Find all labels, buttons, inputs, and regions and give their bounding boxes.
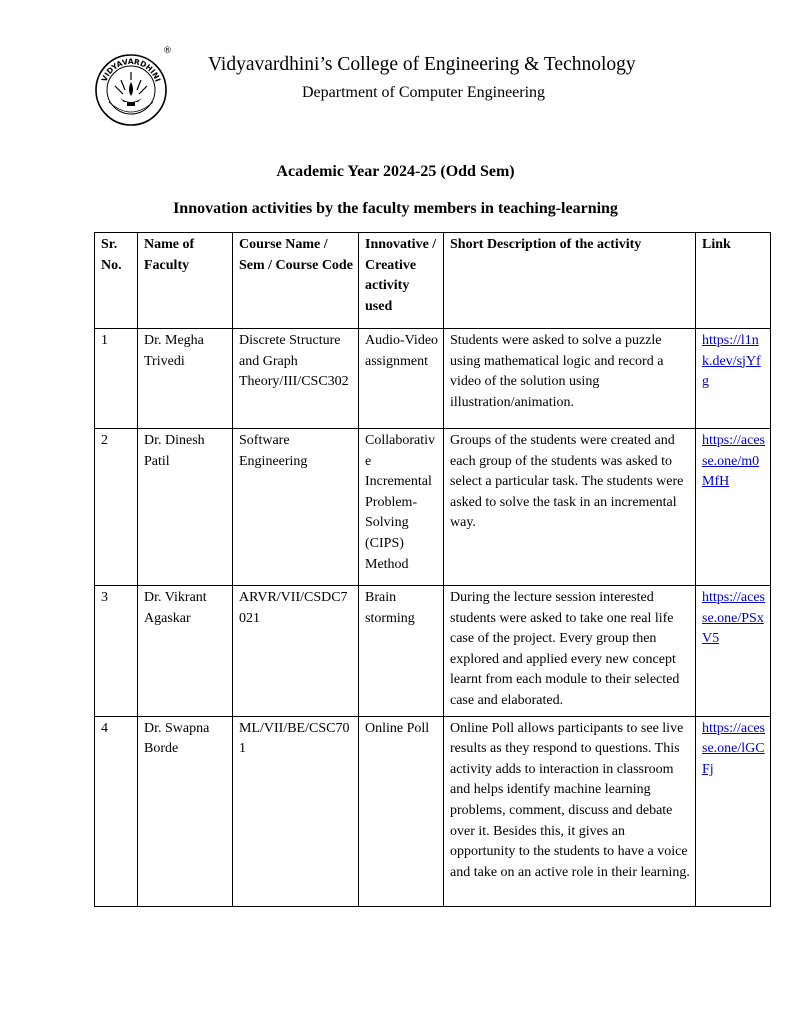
- table-header-row: [95, 233, 771, 329]
- faculty-cell: Dr. Megha Trivedi: [138, 329, 233, 429]
- department-name: Department of Computer Engineering: [302, 84, 546, 101]
- link-cell: [696, 329, 771, 429]
- college-logo: [93, 46, 172, 128]
- activity-link[interactable]: https://l1nk.dev/sjYfg: [702, 333, 761, 390]
- table-row: [95, 429, 771, 586]
- course-cell: ML/VII/BE/CSC701: [233, 716, 359, 906]
- header-activity: Innovative / Creative activity used: [359, 233, 444, 329]
- academic-year: Academic Year 2024-25 (Odd Sem): [276, 163, 515, 180]
- description-cell: Students were asked to solve a puzzle using mathematical logic and record a video of the solution using illustration/animation.: [444, 329, 696, 429]
- sr-no-cell: 2: [95, 429, 138, 586]
- link-cell: [696, 429, 771, 586]
- course-cell: Discrete Structure and Graph Theory/III/CSC302: [233, 329, 359, 429]
- header-link: Link: [696, 233, 771, 329]
- logo-text: VIDYAVARDHINI: [99, 56, 163, 84]
- description-cell: Groups of the students were created and each group of the students was asked to select a particular task. The students were asked to solve the task in an incremental way.: [444, 429, 696, 586]
- table-row: [95, 586, 771, 717]
- activity-cell: Brain storming: [359, 586, 444, 717]
- header-course: Course Name / Sem / Course Code: [233, 233, 359, 329]
- faculty-cell: Dr. Dinesh Patil: [138, 429, 233, 586]
- sr-no-cell: 3: [95, 586, 138, 717]
- course-cell: ARVR/VII/CSDC7021: [233, 586, 359, 717]
- sr-no-cell: 4: [95, 716, 138, 906]
- document-title: Innovation activities by the faculty members in teaching-learning: [173, 200, 618, 217]
- table-row: [95, 329, 771, 429]
- link-cell: [696, 586, 771, 717]
- lamp-emblem-icon: [93, 52, 169, 128]
- description-cell: Online Poll allows participants to see live results as they respond to questions. This activity adds to interaction in classroom and helps identify machine learning problems, comment, discuss and debate over it. Besides this, it gives an opportunity to the students to have a voice and take on an active role in their learning.: [444, 716, 696, 906]
- link-cell: [696, 716, 771, 906]
- activity-cell: Online Poll: [359, 716, 444, 906]
- faculty-cell: Dr. Vikrant Agaskar: [138, 586, 233, 717]
- innovation-activities-table: [94, 232, 771, 907]
- college-name: Vidyavardhini’s College of Engineering & Technology: [208, 54, 636, 75]
- activity-cell: Collaborative Incremental Problem-Solving (CIPS) Method: [359, 429, 444, 586]
- header-faculty: Name of Faculty: [138, 233, 233, 329]
- description-cell: During the lecture session interested students were asked to take one real life case of the project. Every group then explored and applied every new concept learnt from each module to their selected case and elaborated.: [444, 586, 696, 717]
- sr-no-cell: 1: [95, 329, 138, 429]
- activity-link[interactable]: https://acesse.one/PSxV5: [702, 590, 765, 647]
- table-row: [95, 716, 771, 906]
- activity-link[interactable]: https://acesse.one/lGCFj: [702, 720, 765, 777]
- course-cell: Software Engineering: [233, 429, 359, 586]
- activity-cell: Audio-Video assignment: [359, 329, 444, 429]
- activity-link[interactable]: https://acesse.one/m0MfH: [702, 433, 765, 490]
- header-description: Short Description of the activity: [444, 233, 696, 329]
- faculty-cell: Dr. Swapna Borde: [138, 716, 233, 906]
- header-sr-no: Sr. No.: [95, 233, 138, 329]
- registered-mark: ®: [163, 46, 172, 56]
